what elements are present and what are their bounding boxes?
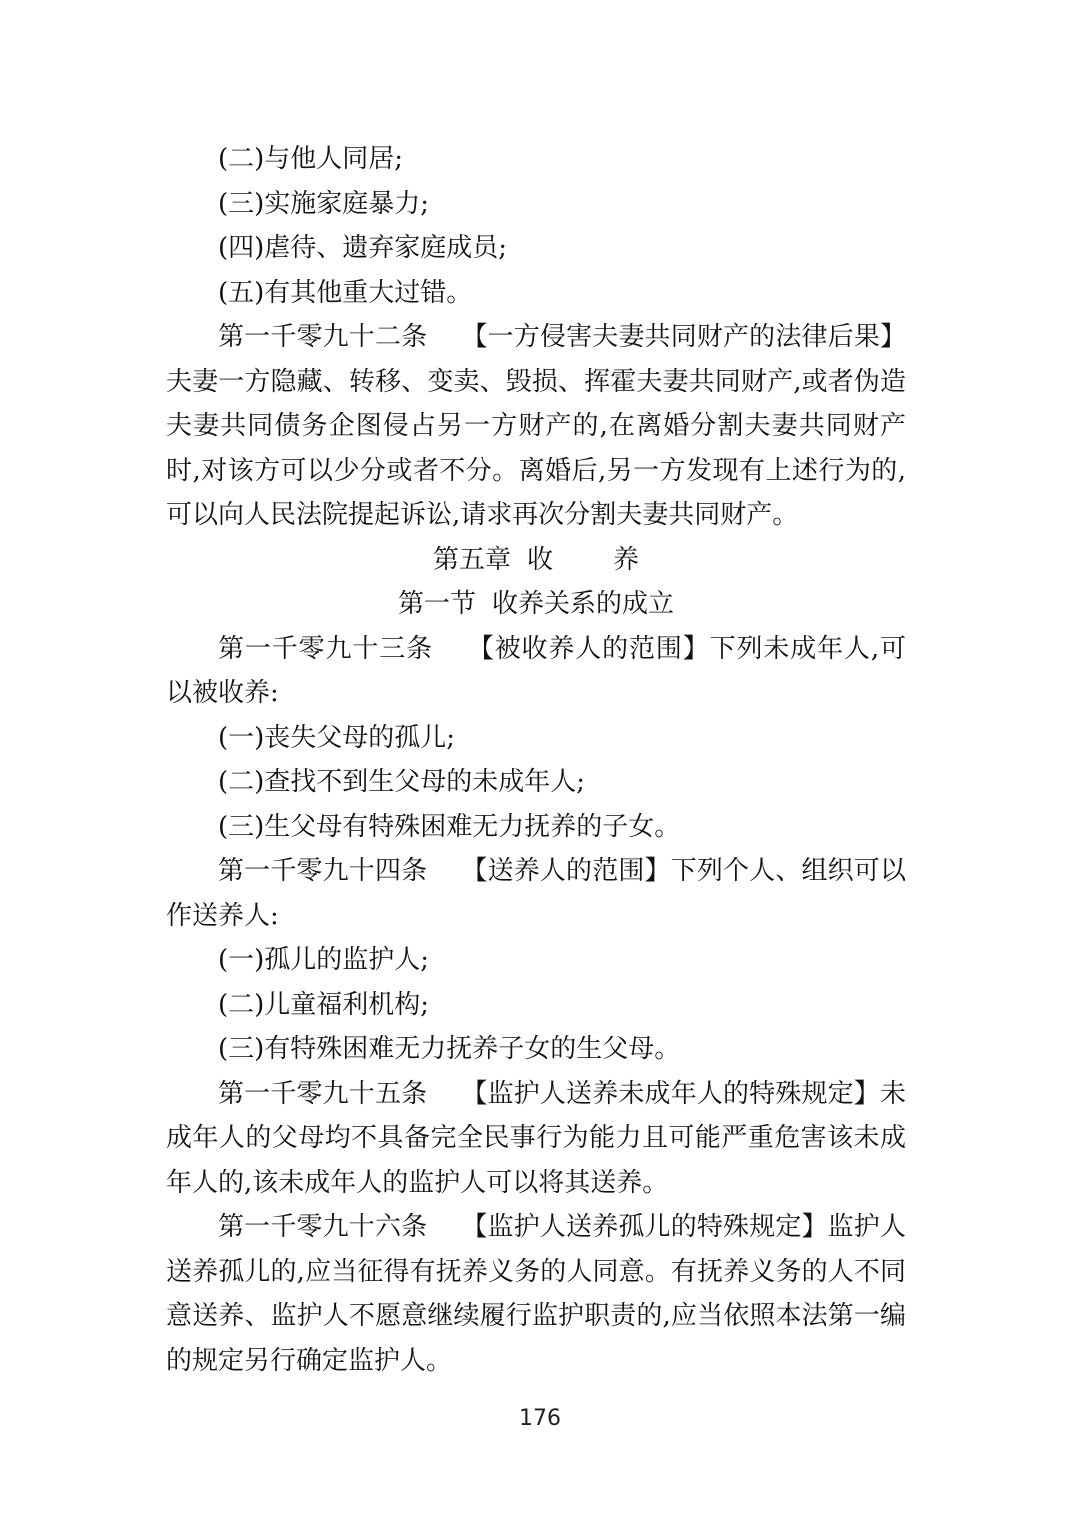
article-number: 第一千零九十二条 xyxy=(218,322,428,352)
list-item: (二)查找不到生父母的未成年人; xyxy=(218,767,586,797)
chapter-number: 第五章 xyxy=(432,544,511,575)
chapter-heading xyxy=(166,538,906,583)
chapter-title-part1: 收 xyxy=(526,544,553,575)
article-number: 第一千零九十四条 xyxy=(218,856,428,886)
section-title: 收养关系的成立 xyxy=(492,589,675,619)
list-item: (三)有特殊困难无力抚养子女的生父母。 xyxy=(218,1034,681,1064)
section-number: 第一节 xyxy=(397,589,476,619)
list-item: (三)生父母有特殊困难无力抚养的子女。 xyxy=(218,811,681,842)
article-title: 【一方侵害夫妻共同财产的法律后果】 xyxy=(461,322,906,352)
list-item: (一)丧失父母的孤儿; xyxy=(218,722,456,753)
article-1093 xyxy=(166,627,906,716)
article-number: 第一千零九十三条 xyxy=(218,633,433,664)
article-1096 xyxy=(166,1205,906,1383)
article-body: 夫妻一方隐藏、转移、变卖、毁损、挥霍夫妻共同财产,或者伪造夫妻共同债务企图侵占另一方财产的,在离婚分割夫妻共同财产时,对该方可以少分或者不分。离婚后,另一方发现有上述行为的,可以向人民法院提起诉讼,请求再次分割夫妻共同财产。 xyxy=(166,366,906,530)
article-number: 第一千零九十六条 xyxy=(218,1212,428,1242)
list-item: (二)与他人同居; xyxy=(218,144,404,174)
article-1094 xyxy=(166,849,906,938)
article-1092 xyxy=(166,315,906,538)
list-item: (五)有其他重大过错。 xyxy=(218,277,473,308)
article-title: 【送养人的范围】 xyxy=(461,856,671,886)
list-item: (二)儿童福利机构; xyxy=(218,989,430,1020)
article-body: 监护人送养孤儿的,应当征得有抚养义务的人同意。有抚养义务的人不同意送养、监护人不愿意继续履行监护职责的,应当依照本法第一编的规定另行确定监护人。 xyxy=(166,1212,906,1376)
chapter-title-part2: 养 xyxy=(613,544,640,575)
document-page xyxy=(166,137,906,1383)
article-1095 xyxy=(166,1072,906,1206)
article-body: 未成年人的父母均不具备完全民事行为能力且可能严重危害该未成年人的,该未成年人的监护人可以将其送养。 xyxy=(166,1078,906,1198)
section-heading xyxy=(166,582,906,627)
article-number: 第一千零九十五条 xyxy=(218,1078,428,1109)
article-title: 【被收养人的范围】 xyxy=(466,633,710,664)
article-title: 【监护人送养孤儿的特殊规定】 xyxy=(461,1212,828,1242)
list-item: (四)虐待、遗弃家庭成员; xyxy=(218,233,508,263)
article-body: 下列未成年人,可以被收养: xyxy=(166,633,906,708)
article-body: 下列个人、组织可以作送养人: xyxy=(166,856,906,931)
list-item: (三)实施家庭暴力; xyxy=(218,188,430,219)
article-title: 【监护人送养未成年人的特殊规定】 xyxy=(461,1078,880,1109)
list-item: (一)孤儿的监护人; xyxy=(218,945,430,975)
page-number: 176 xyxy=(519,1406,561,1431)
